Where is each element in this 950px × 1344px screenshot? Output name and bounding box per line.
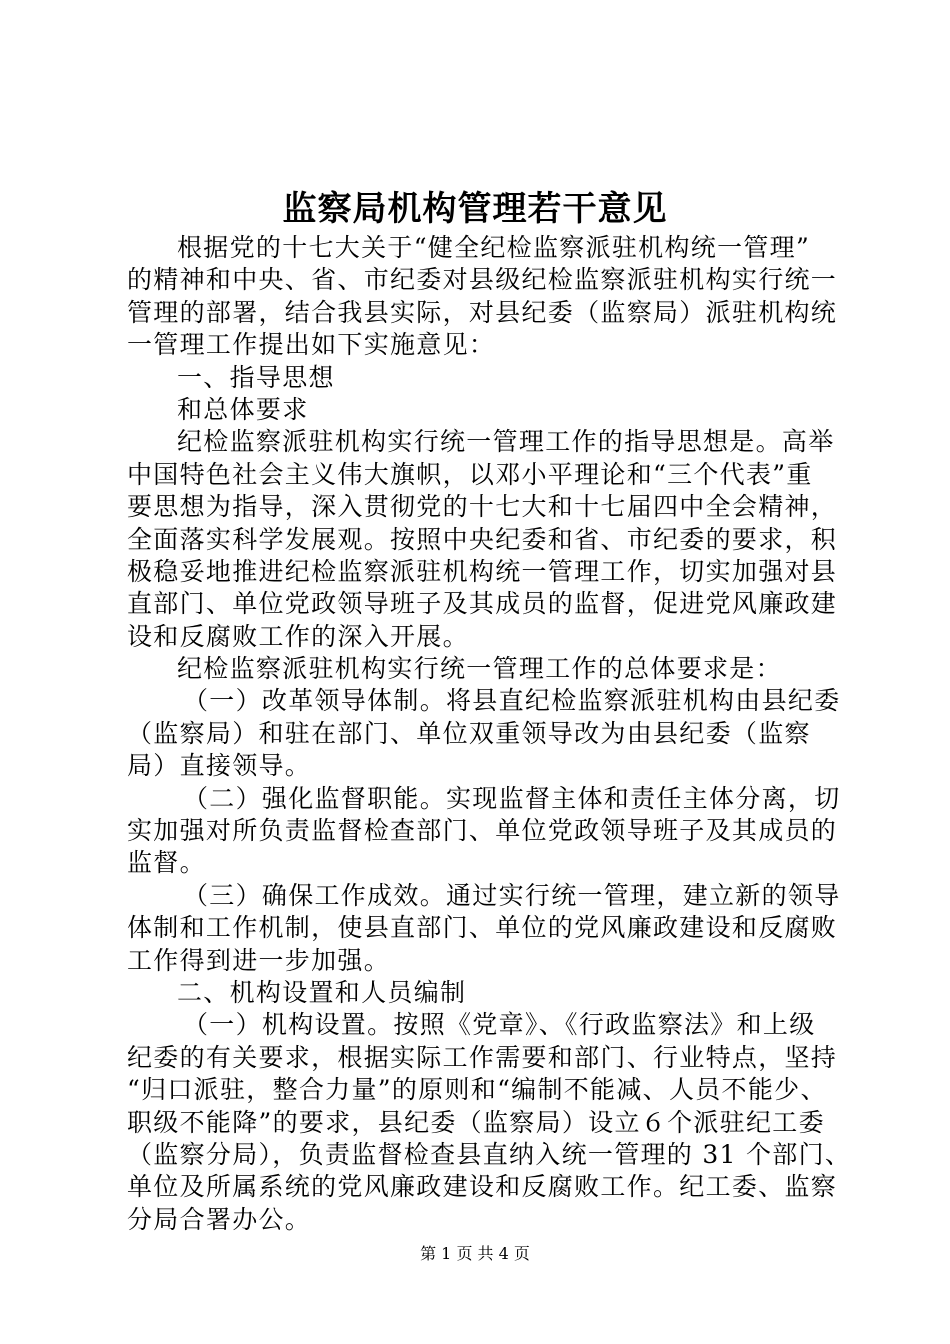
paragraph-line: （一）机构设置。按照《党章》、《行政监察法》和上级 [183, 1010, 816, 1040]
paragraph-line: （三）确保工作成效。通过实行统一管理，建立新的领导 [183, 880, 841, 910]
paragraph-line: 根据党的十七大关于“健全纪检监察派驻机构统一管理” [177, 233, 811, 262]
paragraph-line: 的精神和中央、省、市纪委对县级纪检监察派驻机构实行统一 [127, 265, 838, 295]
paragraph-line: 全面落实科学发展观。按照中央纪委和省、市纪委的要求，积 [127, 524, 838, 554]
paragraph-line: （二）强化监督职能。实现监督主体和责任主体分离，切 [183, 783, 841, 813]
section-heading: 一、指导思想 [177, 362, 335, 392]
paragraph-line: 中国特色社会主义伟大旗帜，以邓小平理论和“三个代表”重 [127, 459, 813, 489]
paragraph-line: 职级不能降”的要求，县纪委（监察局）设立６个派驻纪工委 [127, 1107, 825, 1137]
paragraph-line: 监督。 [127, 848, 206, 878]
paragraph-line: 直部门、单位党政领导班子及其成员的监督，促进党风廉政建 [127, 589, 838, 619]
paragraph-line: 实加强对所负责监督检查部门、单位党政领导班子及其成员的 [127, 816, 838, 846]
paragraph-line: 工作得到进一步加强。 [127, 945, 391, 975]
section-heading: 和总体要求 [177, 394, 309, 424]
paragraph-line: 局）直接领导。 [127, 751, 312, 781]
paragraph-line: 极稳妥地推进纪检监察派驻机构统一管理工作，切实加强对县 [127, 556, 838, 586]
paragraph-line: 纪检监察派驻机构实行统一管理工作的总体要求是： [177, 654, 782, 684]
paragraph-line: 纪委的有关要求，根据实际工作需要和部门、行业特点，坚持 [127, 1042, 838, 1072]
paragraph-line: （一）改革领导体制。将县直纪检监察派驻机构由县纪委 [183, 686, 841, 716]
section-heading: 二、机构设置和人员编制 [177, 977, 467, 1007]
document-body [127, 232, 852, 1236]
paragraph-line: 一管理工作提出如下实施意见： [127, 330, 496, 360]
paragraph-line: 管理的部署，结合我县实际，对县纪委（监察局）派驻机构统 [127, 297, 838, 327]
paragraph-line: 体制和工作机制，使县直部门、单位的党风廉政建设和反腐败 [127, 913, 838, 943]
paragraph-line: 分局合署办公。 [127, 1204, 312, 1234]
paragraph-line: 要思想为指导，深入贯彻党的十七大和十七届四中全会精神， [127, 492, 838, 522]
paragraph-line: “归口派驻，整合力量”的原则和“编制不能减、人员不能少、 [127, 1075, 827, 1105]
paragraph-line: 纪检监察派驻机构实行统一管理工作的指导思想是。高举 [177, 427, 835, 457]
paragraph-line: 单位及所属系统的党风廉政建设和反腐败工作。纪工委、监察 [127, 1172, 838, 1202]
paragraph-line: 设和反腐败工作的深入开展。 [127, 621, 469, 651]
document-title: 监察局机构管理若干意见 [282, 189, 668, 229]
page-number-footer: 第 1 页 共 4 页 [420, 1244, 530, 1263]
paragraph-line: （监察分局），负责监督检查县直纳入统一管理的 31 个部门、 [127, 1139, 852, 1169]
paragraph-line: （监察局）和驻在部门、单位双重领导改为由县纪委（监察 [127, 718, 811, 748]
